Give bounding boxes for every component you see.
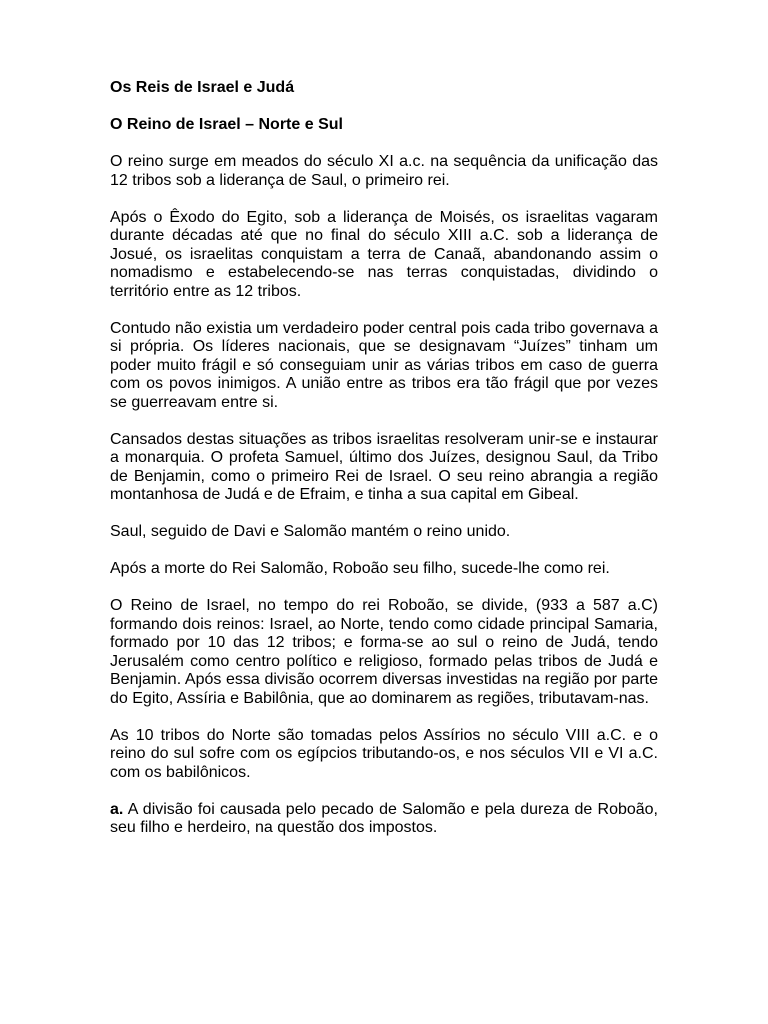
paragraph-7: O Reino de Israel, no tempo do rei Roboão, se divide, (933 a 587 a.C) formando dois reinos: Israel, ao Norte, tendo como cidade principal Samaria, formado por 10 das 12 tribos; e forma-se ao sul o reino de Judá, tendo Jerusalém como centro político e religioso, formado pelas tribos de Judá e Benjamin. Após essa divisão ocorrem diversas investidas na região por parte do Egito, Assíria e Babilônia, que ao dominarem as regiões, tributavam-nas. xyxy=(110,597,658,707)
paragraph-8: As 10 tribos do Norte são tomadas pelos Assírios no século VIII a.C. e o reino do sul sofre com os egípcios tributando-os, e nos séculos VII e VI a.C. com os babilônicos. xyxy=(110,726,658,781)
paragraph-4: Cansados destas situações as tribos israelitas resolveram unir-se e instaurar a monarquia. O profeta Samuel, último dos Juízes, designou Saul, da Tribo de Benjamin, como o primeiro Rei de Israel. O seu reino abrangia a região montanhosa de Judá e de Efraim, e tinha a sua capital em Gibeal. xyxy=(110,430,658,503)
document-subtitle: O Reino de Israel – Norte e Sul xyxy=(110,116,343,133)
paragraph-5: Saul, seguido de Davi e Salomão mantém o reino unido. xyxy=(110,523,511,540)
answer-paragraph xyxy=(110,801,658,838)
paragraph-2: Após o Êxodo do Egito, sob a liderança de Moisés, os israelitas vagaram durante décadas até que no final do século XIII a.C. sob a liderança de Josué, os israelitas conquistam a terra de Canaã, abandonando assim o nomadismo e estabelecendo-se nas terras conquistadas, dividindo o território entre as 12 tribos. xyxy=(110,208,658,300)
document-title: Os Reis de Israel e Judá xyxy=(110,79,295,96)
paragraph-6: Após a morte do Rei Salomão, Roboão seu filho, sucede-lhe como rei. xyxy=(110,560,610,577)
answer-text: A divisão foi causada pelo pecado de Salomão e pela dureza de Roboão, seu filho e herdeiro, na questão dos impostos. xyxy=(110,800,658,836)
paragraph-3: Contudo não existia um verdadeiro poder central pois cada tribo governava a si própria. Os líderes nacionais, que se designavam “Juízes” tinham um poder muito frágil e só conseguiam unir as várias tribos em caso de guerra com os povos inimigos. A união entre as tribos era tão frágil que por vezes se guerreavam entre si. xyxy=(110,319,658,411)
paragraph-1: O reino surge em meados do século XI a.c. na sequência da unificação das 12 tribos sob a liderança de Saul, o primeiro rei. xyxy=(110,153,658,189)
answer-marker: a. xyxy=(110,800,124,818)
document-page xyxy=(110,79,658,856)
